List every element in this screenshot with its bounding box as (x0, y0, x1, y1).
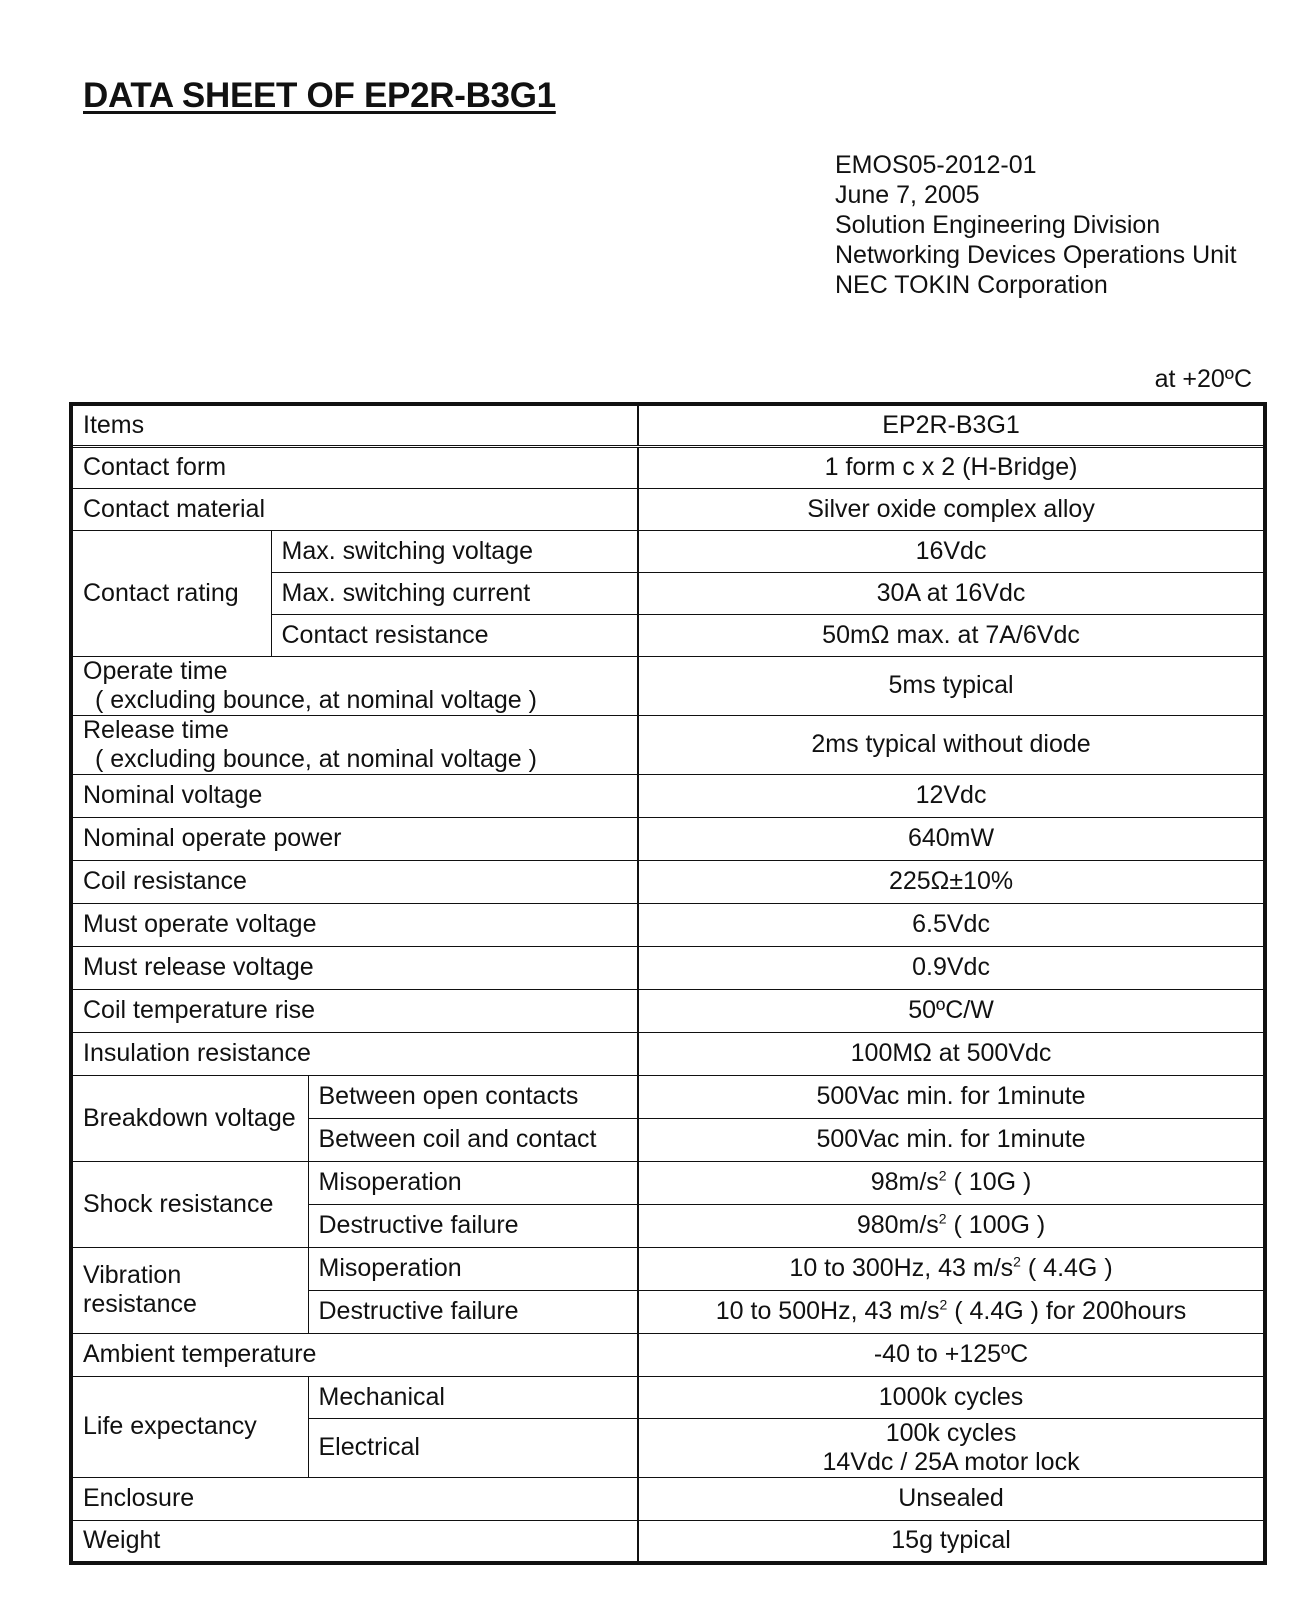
document-date: June 7, 2005 (835, 181, 980, 209)
row-value (638, 1290, 1265, 1333)
row-label: Nominal operate power (71, 817, 638, 860)
table-header-row (71, 404, 1265, 446)
row-value: 15g typical (638, 1520, 1265, 1563)
group-label: Shock resistance (71, 1161, 308, 1247)
table-row (71, 903, 1265, 946)
row-label: Electrical (308, 1418, 638, 1477)
row-label: Mechanical (308, 1376, 638, 1418)
table-row (71, 1247, 1265, 1290)
row-label: Between open contacts (308, 1075, 638, 1118)
value-text: 10 to 500Hz, 43 m/s (715, 1297, 940, 1325)
division-name: Solution Engineering Division (835, 211, 1161, 239)
table-row (71, 715, 1265, 774)
row-label: Enclosure (71, 1477, 638, 1520)
row-label: Misoperation (308, 1247, 638, 1290)
value-text: ( 4.4G ) for 200hours (947, 1297, 1187, 1325)
row-value: 0.9Vdc (638, 946, 1265, 989)
row-value: 16Vdc (638, 530, 1265, 572)
row-label-note: ( excluding bounce, at nominal voltage ) (95, 685, 537, 714)
group-label-line: resistance (83, 1290, 197, 1318)
row-value: 1000k cycles (638, 1376, 1265, 1418)
table-row (71, 774, 1265, 817)
temperature-note: at +20ºC (1154, 365, 1252, 393)
table-row (71, 530, 1265, 572)
header-model: EP2R-B3G1 (638, 404, 1265, 446)
document-code: EMOS05-2012-01 (835, 151, 1037, 179)
value-text: ( 4.4G ) (1020, 1254, 1113, 1282)
table-row (71, 946, 1265, 989)
row-label (71, 715, 638, 774)
row-value: 50mΩ max. at 7A/6Vdc (638, 614, 1265, 656)
row-label-main: Release time (83, 715, 229, 744)
row-label: Nominal voltage (71, 774, 638, 817)
value-text: 10 to 300Hz, 43 m/s (789, 1254, 1014, 1282)
table-row (71, 488, 1265, 530)
table-row (71, 817, 1265, 860)
row-value (638, 1418, 1265, 1477)
superscript: 2 (938, 1167, 947, 1184)
value-text: 980m/s (856, 1211, 939, 1239)
group-label (71, 1247, 308, 1333)
row-value: 5ms typical (638, 656, 1265, 715)
row-label (71, 656, 638, 715)
value-line: 14Vdc / 25A motor lock (822, 1447, 1080, 1476)
table-row (71, 656, 1265, 715)
row-value: 1 form c x 2 (H-Bridge) (638, 446, 1265, 488)
row-label: Coil temperature rise (71, 989, 638, 1032)
row-label-main: Operate time (83, 656, 228, 685)
row-value: 30A at 16Vdc (638, 572, 1265, 614)
value-text: ( 10G ) (946, 1168, 1032, 1196)
row-label: Misoperation (308, 1161, 638, 1204)
row-label: Weight (71, 1520, 638, 1563)
row-value (638, 1204, 1265, 1247)
row-value (638, 1247, 1265, 1290)
superscript: 2 (938, 1210, 947, 1227)
row-value: 50ºC/W (638, 989, 1265, 1032)
table-row (71, 1333, 1265, 1376)
row-label: Insulation resistance (71, 1032, 638, 1075)
row-value: 500Vac min. for 1minute (638, 1075, 1265, 1118)
row-label: Contact resistance (271, 614, 638, 656)
row-label: Contact form (71, 446, 638, 488)
company-name: NEC TOKIN Corporation (835, 271, 1108, 299)
table-row (71, 1161, 1265, 1204)
group-label: Life expectancy (71, 1376, 308, 1477)
row-value: 100MΩ at 500Vdc (638, 1032, 1265, 1075)
row-value: -40 to +125ºC (638, 1333, 1265, 1376)
table-row (71, 446, 1265, 488)
row-label-note: ( excluding bounce, at nominal voltage ) (95, 744, 537, 773)
unit-name: Networking Devices Operations Unit (835, 241, 1237, 269)
table-row (71, 1032, 1265, 1075)
group-label-line: Vibration (83, 1261, 182, 1289)
group-label: Breakdown voltage (71, 1075, 308, 1161)
group-label: Contact rating (71, 530, 271, 656)
row-label: Between coil and contact (308, 1118, 638, 1161)
value-line: 100k cycles (885, 1418, 1017, 1447)
row-value: Unsealed (638, 1477, 1265, 1520)
table-row (71, 1075, 1265, 1118)
row-label: Ambient temperature (71, 1333, 638, 1376)
row-label: Must release voltage (71, 946, 638, 989)
row-value: Silver oxide complex alloy (638, 488, 1265, 530)
row-label: Contact material (71, 488, 638, 530)
row-label: Destructive failure (308, 1204, 638, 1247)
table-row (71, 1376, 1265, 1418)
table-row (71, 989, 1265, 1032)
page-title: DATA SHEET OF EP2R-B3G1 (83, 76, 556, 115)
table-row (71, 860, 1265, 903)
row-value: 500Vac min. for 1minute (638, 1118, 1265, 1161)
row-label: Destructive failure (308, 1290, 638, 1333)
row-value (638, 1161, 1265, 1204)
row-label: Max. switching current (271, 572, 638, 614)
row-value: 6.5Vdc (638, 903, 1265, 946)
row-value: 12Vdc (638, 774, 1265, 817)
row-label: Coil resistance (71, 860, 638, 903)
spec-table (69, 402, 1267, 1565)
row-value: 225Ω±10% (638, 860, 1265, 903)
document-info (835, 150, 1237, 300)
header-items: Items (71, 404, 638, 446)
row-label: Max. switching voltage (271, 530, 638, 572)
table-row (71, 1520, 1265, 1563)
value-text: 98m/s (870, 1168, 939, 1196)
superscript: 2 (1013, 1253, 1021, 1270)
row-value: 640mW (638, 817, 1265, 860)
row-label: Must operate voltage (71, 903, 638, 946)
value-text: ( 100G ) (946, 1211, 1046, 1239)
superscript: 2 (939, 1296, 948, 1313)
row-value: 2ms typical without diode (638, 715, 1265, 774)
table-row (71, 1477, 1265, 1520)
